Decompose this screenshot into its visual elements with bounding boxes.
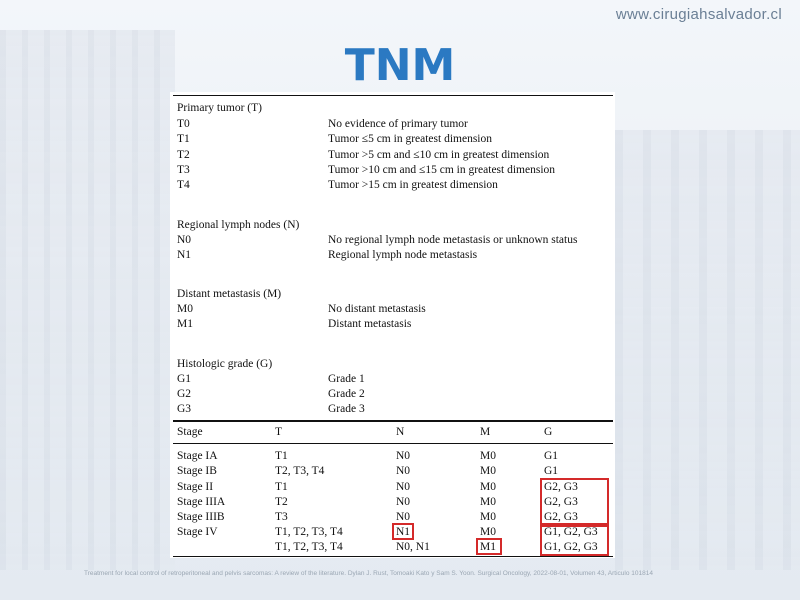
stage-cell: T1, T2, T3, T4 [275,526,343,538]
slide-title: TNM [344,40,456,91]
stage-cell: G2, G3 [544,496,578,508]
stage-cell: M0 [480,526,496,538]
stage-header: M [480,426,491,438]
n-code: N1 [177,249,192,261]
t-desc: Tumor ≤5 cm in greatest dimension [328,133,492,145]
site-url: www.cirugiahsalvador.cl [615,6,782,23]
stage-cell: Stage IB [177,465,217,477]
t-desc: Tumor >5 cm and ≤10 cm in greatest dimension [328,149,550,161]
highlight-box-g2g3 [540,478,609,527]
stage-cell: M0 [480,511,496,523]
t-desc: Tumor >10 cm and ≤15 cm in greatest dimension [328,164,556,176]
stage-header: Stage [177,426,203,438]
stage-cell: Stage IV [177,526,218,538]
stage-cell: T1 [275,481,288,493]
g-desc: Grade 3 [328,403,365,415]
stage-cell: Stage IIIB [177,511,225,523]
stage-header: T [275,426,283,438]
stage-cell: G1, G2, G3 [544,526,598,538]
stage-cell: Stage IA [177,450,218,462]
tnm-table [170,92,615,558]
section-heading-lymph-nodes: Regional lymph nodes (N) [177,219,300,231]
g-code: G1 [177,373,192,385]
stage-cell: T2 [275,496,288,508]
stage-cell: M0 [480,465,496,477]
stage-cell: N1 [396,526,411,538]
stage-cell: M0 [480,450,496,462]
g-desc: Grade 1 [328,373,365,385]
stage-cell: T1 [275,450,288,462]
m-code: M1 [177,318,193,330]
stage-cell: M0 [480,496,496,508]
t-code: T3 [177,164,190,176]
section-heading-grade: Histologic grade (G) [177,358,273,370]
stage-cell: G1 [544,465,559,477]
t-desc: No evidence of primary tumor [328,118,468,130]
t-code: T4 [177,179,190,191]
stage-cell: T1, T2, T3, T4 [275,541,343,553]
stage-cell: M1 [480,541,496,553]
t-code: T2 [177,149,190,161]
stage-cell: T3 [275,511,288,523]
section-heading-metastasis: Distant metastasis (M) [177,288,282,300]
t-code: T0 [177,118,190,130]
g-desc: Grade 2 [328,388,365,400]
g-code: G3 [177,403,192,415]
stage-cell: G1, G2, G3 [544,541,598,553]
stage-cell: Stage IIIA [177,496,226,508]
t-desc: Tumor >15 cm in greatest dimension [328,179,498,191]
highlight-box-g1g2g3 [540,523,609,556]
background-building-right [615,130,800,570]
stage-cell: N0 [396,511,411,523]
stage-header: N [396,426,405,438]
stage-cell: G2, G3 [544,511,578,523]
stage-top-rule [173,420,613,422]
m-desc: No distant metastasis [328,303,426,315]
stage-cell: Stage II [177,481,214,493]
stage-header-rule [173,443,613,444]
m-desc: Distant metastasis [328,318,412,330]
n-desc: No regional lymph node metastasis or unknown status [328,234,578,246]
stage-cell: G1 [544,450,559,462]
background-building-left [0,30,175,570]
section-heading-primary-tumor: Primary tumor (T) [177,102,262,114]
stage-cell: N0 [396,465,411,477]
stage-cell: N0, N1 [396,541,430,553]
highlight-box-m1 [476,538,502,555]
stage-cell: T2, T3, T4 [275,465,325,477]
stage-cell: N0 [396,450,411,462]
g-code: G2 [177,388,192,400]
highlight-box-n1 [392,523,414,540]
stage-cell: N0 [396,481,411,493]
m-code: M0 [177,303,193,315]
bottom-rule [173,556,613,557]
n-desc: Regional lymph node metastasis [328,249,478,261]
t-code: T1 [177,133,190,145]
citation-footer: Treatment for local control of retroperitoneal and pelvis sarcomas: A review of the literature. Dylan J. Rust, Tomoaki Kato y Sam S. Yoon. Surgical Oncology, 2022-08-01, Volumen 43, Articulo 101814 [84,570,653,577]
top-rule [173,95,613,96]
stage-cell: M0 [480,481,496,493]
stage-header: G [544,426,553,438]
stage-cell: N0 [396,496,411,508]
stage-cell: G2, G3 [544,481,578,493]
n-code: N0 [177,234,192,246]
